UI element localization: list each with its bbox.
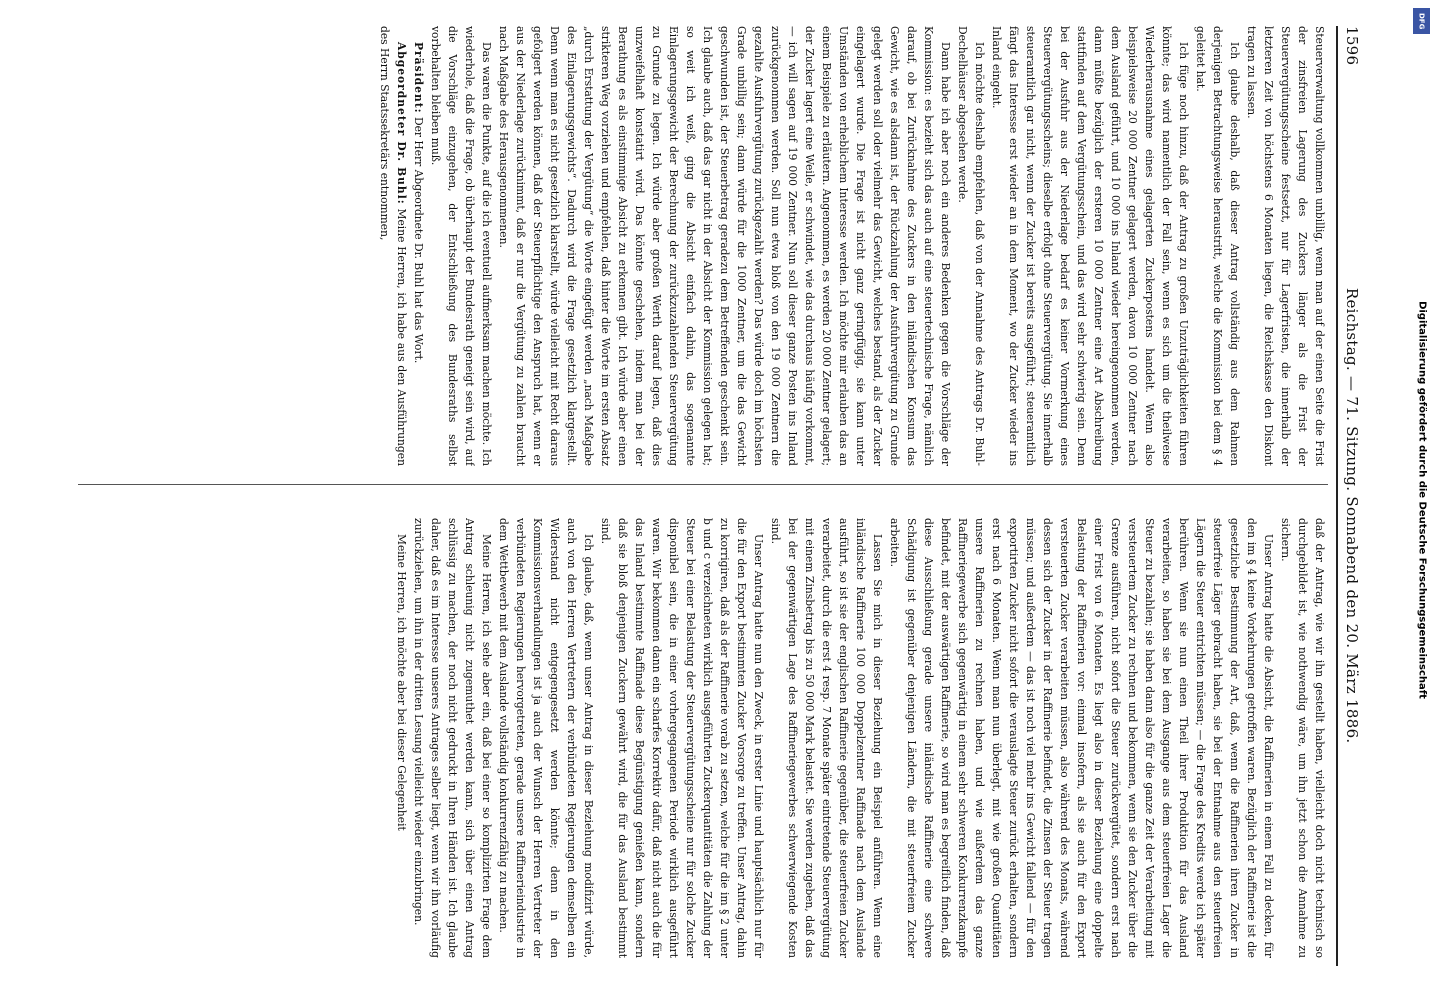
paragraph: daß der Antrag, wie wir ihn gestellt haben, vielleicht doch nicht technisch so durchgebildet ist, wie nothwendig wäre, um ihn jetzt schon die Annahme zu sichern.	[1279, 518, 1326, 958]
paragraph: Lassen Sie mich in dieser Beziehung ein Beispiel anführen. Wenn eine inländische Raffinerie 100 000 Doppelzentner Raffinade nach dem Auslande ausführt, so ist sie der englischen Raffinerie gegenüber, die steuerfreien Zucker verarbeitet, durch die erst 4 resp. 7 Monate später eintretende Steuervergütung mit einem Zinsbetrag bis zu 50 000 Mark belastet. Sie werden zugeben, daß das bei der gegenwärtigen Lage des Raffineriegewerbes schwerwiegende Kosten sind.	[769, 518, 884, 958]
digitization-credit: Digitalisierung gefördert durch die Deutsche Forschungsgemeinschaft	[1416, 301, 1428, 699]
column-rule	[78, 484, 1328, 485]
paragraph: Meine Herren, ich sehe aber ein, daß bei einer so komplizirten Frage dem Antrag schleunig nicht zugemuthet werden kann, sich über einen Antrag schlüssig zu machen, der noch nicht gedruckt in Ihren Händen ist. Ich glaube daher, daß es im Interesse unseres Antrages selber liegt, wenn wir ihn vorläufig zurückziehen, um ihn in der dritten Lesung vielleicht wieder einzubringen.	[412, 518, 493, 958]
left-column	[78, 26, 1328, 466]
paragraph: Unser Antrag hatte nun den Zweck, in erster Linie und hauptsächlich nur für die für den Export bestimmten Zucker Vorsorge zu treffen. Unser Antrag, dahin zu korrigiren, daß als der Raffinerie vorab zu setzen, welche für die im § 2 unter b und c verzeichneten wirklich ausgeführten Zuckerquantitäten die Zahlung der Steuer bei einer Belastung der Steuervergütungsscheine nur für solche Zucker disponibel sein, die in einer vorhergegangenen Periode wirklich ausgeführt waren. Wir bekommen dann ein scharfes Korrektiv dafür, daß nicht auch die für das Inland bestimmte Raffinade diese Begünstigung genießen kann, sondern daß sie bloß denjenigen Zuckern gewährt wird, die für das Ausland bestimmt sind.	[599, 518, 765, 958]
paragraph: Steuerverwaltung vollkommen unbillig, wenn man auf der einen Seite die Frist der zinsfreien Lagerung des Zuckers länger als die Frist der Steuervergütungsscheine festsetzt, nur für Lagerfristen, die innerhalb der letzteren Zeit von höchstens 6 Monaten liegen, die Reichskasse den Diskont tragen zu lassen.	[1245, 26, 1326, 466]
paragraph: Ich glaube deshalb, daß dieser Antrag vollständig aus dem Rahmen derjenigen Betrachtungsweise heraustritt, welche die Kommission bei dem § 4 geleitet hat.	[1194, 26, 1241, 466]
speech-text: Meine Herren, ich habe aus den Ausführungen des Herrn Staatssekretärs entnommen,	[378, 26, 408, 466]
header-rule	[1336, 26, 1338, 966]
speech-text: Der Herr Abgeordnete Dr. Buhl hat das Wort.	[412, 117, 425, 364]
buhl-line	[376, 26, 410, 466]
running-title: Reichstag. — 71. Sitzung. Sonnabend den 20. März 1886.	[1343, 287, 1361, 744]
paragraph: Ich glaube, daß, wenn unser Antrag in dieser Beziehung modifizirt würde, auch von den Herren Vertretern der verbündeten Regierungen demselben ein Widerstand nicht entgegengesetzt werden könnte; denn in den Kommissionsverhandlungen ist ja auch der Wunsch der Herren Vertreter der verbündeten Regierungen hervorgetreten, gerade unsere Raffinerieindustrie in dem Wettbewerb mit dem Auslande vollständig konkurrenzfähig zu machen.	[497, 518, 595, 958]
page-header	[1340, 26, 1364, 966]
paragraph: Ich möchte deshalb empfehlen, daß von der Annahme des Antrags Dr. Buhl-Dechelhäuser abgesehen werde.	[956, 26, 986, 466]
right-column	[78, 518, 1328, 958]
digitization-sidebar	[1412, 0, 1432, 1000]
page-number: 1596	[1343, 26, 1361, 66]
paragraph: Dann habe ich aber noch ein anderes Bedenken gegen die Vorschläge der Kommission: es bezieht sich das auch auf eine steuertechnische Frage, nämlich darauf, ob bei Zurücknahme des Zuckers in den inländischen Konsum das Gewicht, wie es alsdann ist, der Rückzahlung der Ausfuhrvergütung zu Grunde gelegt werden soll oder vielmehr das Gewicht, welches bestand, als der Zucker eingelagert wurde. Die Frage ist nicht ganz geringfügig, sie kann unter Umständen von erheblichem Interesse werden. Ich möchte mir erlauben das an einem Beispiele zu erläutern. Angenommen, es werden 20 000 Zentner gelagert; der Zucker lagert eine Weile, er schwindet, wie das durchaus häufig vorkommt, — ich will sagen auf 19 000 Zentner. Nun soll dieser ganze Posten ins Inland zurückgenommen werden. Soll nun etwa bloß von den 19 000 Zentnern die gezahlte Ausfuhrvergütung zurückgezahlt werden? Das würde doch im höchsten Grade unbillig sein; dann würde für die 1000 Zentner, um die das Gewicht geschwunden ist, der Steuerbetrag geradezu dem Betreffenden geschenkt sein. Ich glaube auch, daß das gar nicht in der Absicht der Kommission gelegen hat; so weit ich weiß, ging die Absicht einfach dahin, das sogenannte Einlagerungsgewicht der Berechnung der zurückzuzahlenden Steuervergütung zu Grunde zu legen. Ich würde aber großen Werth darauf legen, daß dies unzweifelhaft konstatirt wird. Das könnte geschehen, indem man bei der Berathung es als einstimmige Absicht zu erkennen gibt. Ich würde aber einen strikteren Weg vorziehen und empfehlen, daß hinter die Worte im ersten Absatz „durch Erstattung der Vergütung“ die Worte eingefügt werden „nach Maßgabe des Einlagerungsgewichts“. Dadurch wird die Frage gesetzlich klargestellt. Denn wenn man es nicht gesetzlich klarstellt, würde vielleicht mit Recht daraus gefolgert werden können, daß der Steuerpflichtige den Anspruch hat, wenn er aus der Niederlage zurücknimmt, daß er nur die Vergütung zu zahlen braucht nach Maßgabe des Herausgenommenen.	[497, 26, 952, 466]
speaker-label: Abgeordneter Dr. Buhl:	[395, 42, 408, 205]
president-line	[410, 26, 427, 466]
speaker-label: Präsident:	[412, 42, 425, 114]
paragraph: Unser Antrag hatte die Absicht, die Raffinerien in einem Fall zu decken, für den im § 4 keine Vorkehrungen getroffen waren. Bezüglich der Raffinerie ist die gesetzliche Bestimmung der Art, daß, wenn die Raffinerien ihren Zucker in steuerfreie Läger gebracht haben, sie bei der Entnahme aus den steuerfreien Lägern die Steuer entrichten müssen; — die Frage des Kredits werde ich später berühren. Wenn sie nun einen Theil ihrer Produktion für das Ausland verarbeiten, so haben sie bei dem Ausgange aus dem steuerfreien Lager die Steuer zu bezahlen; sie haben dann also für die ganze Zeit der Verarbeitung mit versteuertem Zucker zu rechnen und bekommen, wenn sie den Zucker über die Grenze ausführen, nicht sofort die Steuer zurückvergütet, sondern erst nach einer Frist von 6 Monaten. Es liegt also in dieser Beziehung eine doppelte Belastung der Raffinerien vor: einmal insofern, als sie auch für den Export versteuerten Zucker verarbeiten müssen, also während des Monats, während dessen sich der Zucker in der Raffinerie befindet, die Zinsen der Steuer tragen müssen; und außerdem — das ist noch viel mehr ins Gewicht fallend — für den exportirten Zucker nicht sofort die verauslagte Steuer zurück erhalten, sondern erst nach 6 Monaten. Wenn man nun überlegt, mit wie großen Quantitäten unsere Raffinerien zu rechnen haben, und wie außerdem das ganze Raffineriegewerbe sich gegenwärtig in einem sehr schweren Konkurrenzkampfe befindet, mit der auswärtigen Raffinerie, so wird man es begreiflich finden, daß diese Ausschließung gerade unsere inländische Raffinerie eine schwere Schädigung ist gegenüber denjenigen Ländern, die mit steuerfreiem Zucker arbeiten.	[888, 518, 1275, 958]
paragraph: Ich füge noch hinzu, daß der Antrag zu großen Unzuträglichkeiten führen könnte; das wird namentlich der Fall sein, wenn es sich um die theilweise Wiederherausnahme eines gelagerten Zuckerpostens handelt. Wenn also beispielsweise 20 000 Zentner gelagert werden, davon 10 000 Zentner nach dem Ausland geführt, und 10 000 ins Inland wieder hereingenommen werden, dann müßte bezüglich der ersteren 10 000 Zentner eine Art Abschreibung stattfinden auf dem Vergütungsschein, und das wird sehr schwierig sein. Denn bei der Ausfuhr aus der Niederlage bedarf es keiner Vormerkung eines Steuervergütungsscheins; dieselbe erfolgt ohne Steuervergütung. Sie innerhalb steueramtlich gar nicht, wenn der Zucker ist bereits ausgeführt; steueramtlich fängt das Interesse erst wieder an in dem Moment, wo der Zucker wieder ins Inland eingeht.	[990, 26, 1190, 466]
paragraph: Meine Herren, ich möchte aber bei dieser Gelegenheit	[395, 534, 408, 831]
dfg-logo: DFG	[1413, 8, 1430, 34]
paragraph: Das waren die Punkte, auf die ich eventuell aufmerksam machen möchte. Ich wiederhole, daß die Frage, ob überhaupt der Bundesrath geneigt sein wird, auf die Vorschläge einzugehen, der Entschließung des Bundesraths selbst vorbehalten bleiben muß.	[429, 26, 493, 466]
